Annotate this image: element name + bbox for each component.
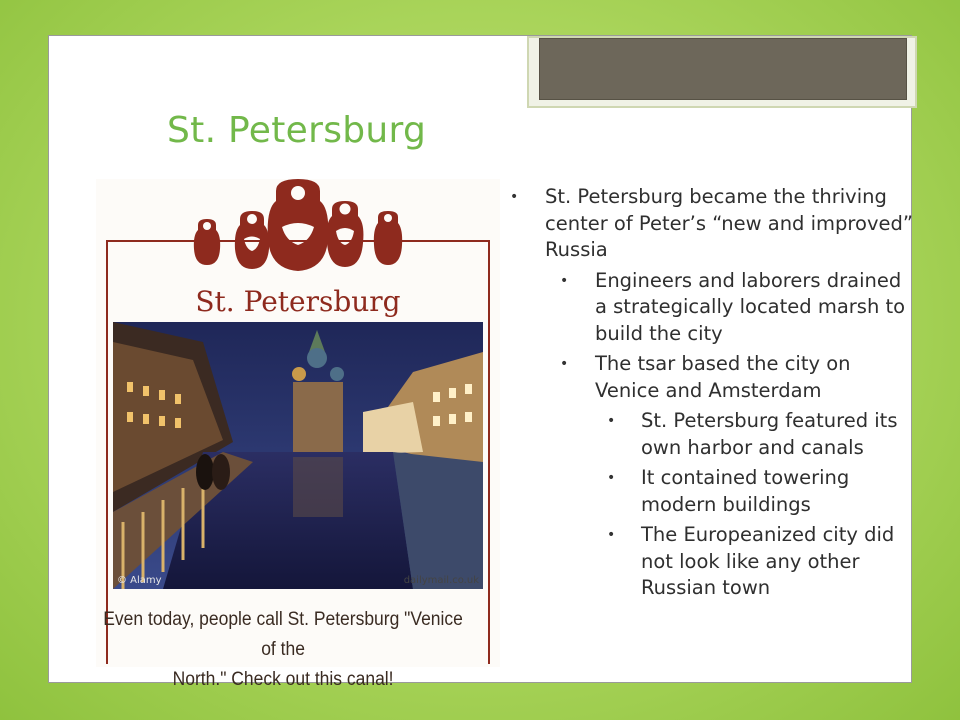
caption-line: Even today, people call St. Petersburg "Venice of the — [103, 609, 463, 660]
image-brand-title: St. Petersburg — [195, 285, 401, 318]
image-caption — [100, 605, 466, 695]
st-petersburg-image — [96, 179, 500, 690]
sub-bullet-item: • Engineers and laborers drained a strategically located marsh to build the city — [517, 268, 917, 348]
sub-sub-bullet-item: • St. Petersburg featured its own harbor and canals — [517, 408, 917, 461]
canal-photo-scene — [113, 322, 483, 589]
caption-line: North." Check out this canal! — [172, 669, 394, 690]
slide — [48, 35, 913, 690]
slide-title: St. Petersburg — [167, 110, 427, 151]
bullet-list — [517, 184, 917, 606]
sub-sub-bullet-item: • The Europeanized city did not look like any other Russian town — [517, 522, 917, 602]
photo-credit-dailymail: dailymail.co.uk — [403, 575, 479, 586]
header-tab-bar — [539, 38, 907, 100]
bullet-item: • St. Petersburg became the thriving center of Peter’s “new and improved” Russia — [517, 184, 917, 264]
canal-photo — [113, 322, 483, 589]
header-tab-decoration — [527, 36, 917, 108]
photo-credit-alamy: © Alamy — [117, 575, 162, 586]
sub-bullet-item: • The tsar based the city on Venice and Amsterdam — [517, 351, 917, 404]
sub-sub-bullet-item: • It contained towering modern buildings — [517, 465, 917, 518]
